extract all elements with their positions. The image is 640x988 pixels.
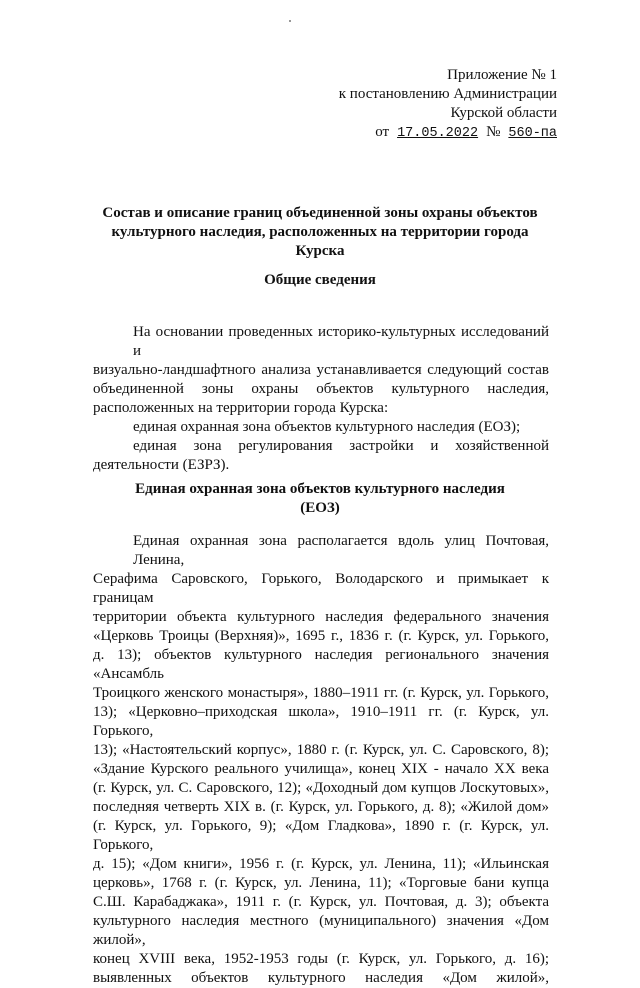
resolution-number: 560-па	[508, 126, 557, 141]
text-line: (г. Курск, ул. С. Саровского, 12); «Доходный дом купцов Лоскутовых»,	[93, 780, 549, 796]
text-line: «Здание Курского реального училища», конец XIX - начало XX века	[93, 761, 549, 777]
document-title	[90, 204, 550, 261]
text-line: конец XVIII века, 1952-1953 годы (г. Курск, ул. Горького, д. 16);	[93, 951, 549, 967]
appendix-block	[339, 66, 557, 143]
appendix-resolution: к постановлению Администрации	[338, 86, 557, 102]
text-line: 13); «Церковно–приходская школа», 1910–1911 гг. (г. Курск, ул. Горького,	[93, 704, 549, 739]
text-line: объединенной зоны охраны объектов культурного наследия,	[93, 381, 549, 397]
text-line: расположенных на территории города Курска:	[93, 400, 389, 416]
appendix-title: Приложение № 1	[447, 67, 557, 83]
text-line: С.Ш. Карабаджака», 1911 г. (г. Курск, ул. Почтовая, д. 3); объекта	[93, 894, 549, 910]
text-line: 13); «Настоятельский корпус», 1880 г. (г. Курск, ул. С. Саровского, 8);	[93, 742, 549, 758]
text-line: д. 13); объектов культурного наследия регионального значения «Ансамбль	[93, 647, 549, 682]
from-label: от	[375, 124, 390, 140]
general-paragraph	[93, 323, 549, 475]
scan-speck	[289, 20, 291, 22]
text-line: Троицкого женского монастыря», 1880–1911 гг. (г. Курск, ул. Горького,	[93, 685, 549, 701]
text-line: единая зона регулирования застройки и хозяйственной	[133, 438, 549, 454]
title-line: Состав и описание границ объединенной зоны охраны объектов	[102, 205, 538, 221]
eoz-paragraph	[93, 532, 549, 988]
text-line: единая охранная зона объектов культурного наследия (ЕОЗ);	[133, 419, 521, 435]
text-line: выявленных объектов культурного наследия «Дом жилой»,	[93, 970, 549, 986]
text-line: (г. Курск, ул. Горького, 9); «Дом Гладкова», 1890 г. (г. Курск, ул. Горького,	[93, 818, 549, 853]
section-heading-eoz	[90, 480, 550, 518]
section-heading-general: Общие сведения	[264, 272, 376, 288]
appendix-region: Курской области	[450, 105, 557, 121]
text-line: визуально-ландшафтного анализа устанавливается следующий состав	[93, 362, 549, 378]
text-line: культурного наследия местного (муниципального) значения «Дом жилой»,	[93, 913, 549, 948]
number-label: №	[486, 124, 501, 140]
resolution-date: 17.05.2022	[397, 126, 479, 141]
text-line: «Церковь Троицы (Верхняя)», 1695 г., 1836 г. (г. Курск, ул. Горького,	[93, 628, 549, 644]
heading-line: Единая охранная зона объектов культурного наследия	[135, 481, 505, 497]
text-line: На основании проведенных историко-культурных исследований и	[133, 324, 549, 359]
text-line: деятельности (ЕЗРЗ).	[93, 457, 230, 473]
text-line: д. 15); «Дом книги», 1956 г. (г. Курск, ул. Ленина, 11); «Ильинская	[93, 856, 549, 872]
text-line: Единая охранная зона располагается вдоль улиц Почтовая, Ленина,	[133, 533, 549, 568]
heading-line: (ЕОЗ)	[300, 500, 340, 516]
text-line: территории объекта культурного наследия федерального значения	[93, 609, 549, 625]
text-line: церковь», 1768 г. (г. Курск, ул. Ленина, 11); «Торговые бани купца	[93, 875, 549, 891]
text-line: последняя четверть XIX в. (г. Курск, ул. Горького, д. 8); «Жилой дом»	[93, 799, 549, 815]
text-line: Серафима Саровского, Горького, Володарского и примыкает к границам	[93, 571, 549, 606]
title-line: культурного наследия, расположенных на территории города Курска	[111, 224, 529, 259]
appendix-date-number	[339, 123, 557, 143]
